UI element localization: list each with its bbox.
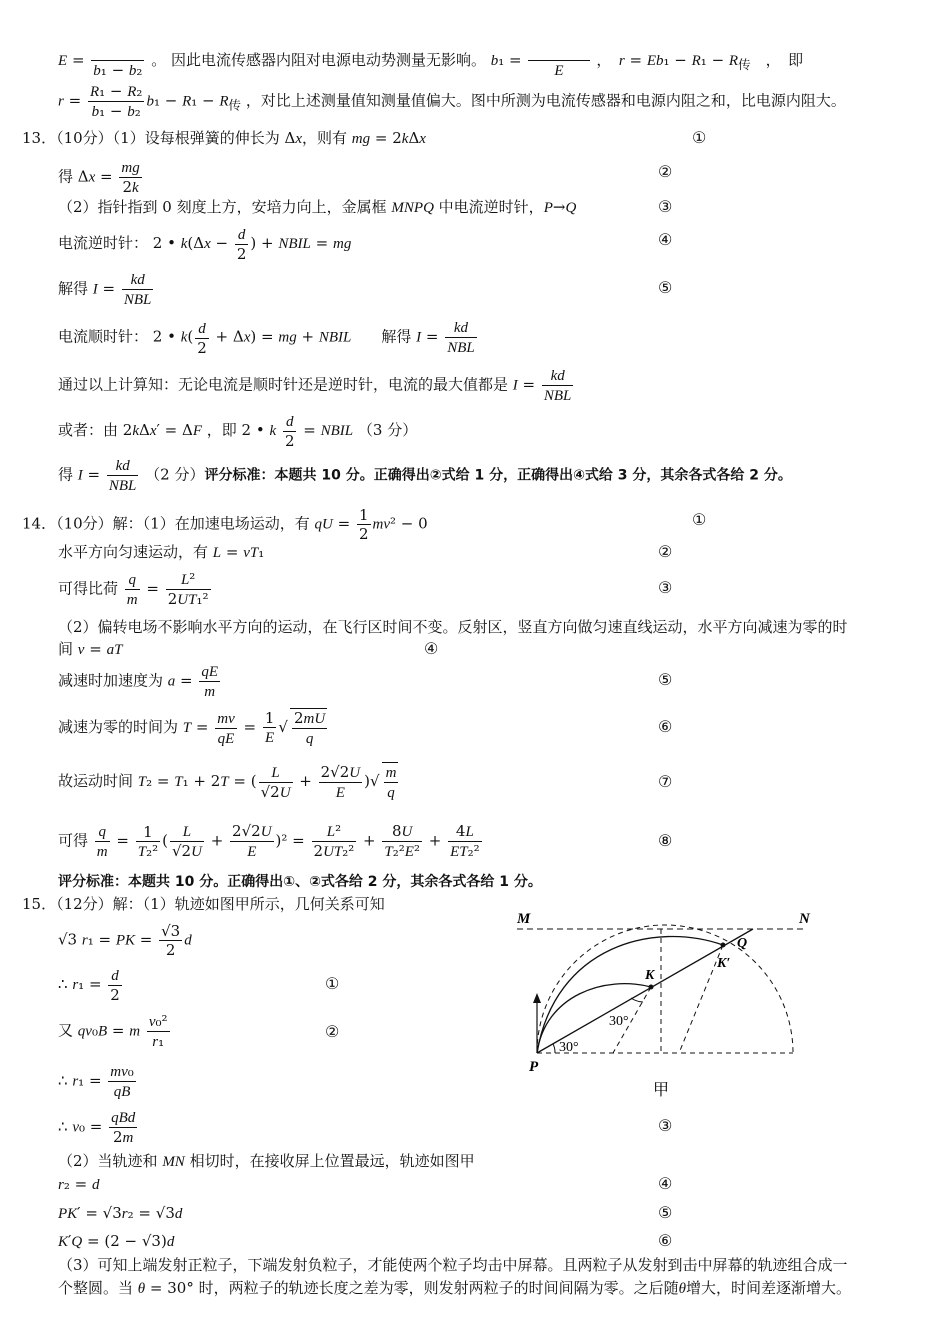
label-q: Q (737, 936, 748, 951)
mark-3b: ③ (658, 578, 673, 597)
q15-header: 15．（12分）解：（1）轨迹如图甲所示，几何关系可知 (22, 895, 385, 913)
mark-2b: ② (658, 542, 673, 561)
mark-8b: ⑧ (658, 831, 673, 850)
mark-2c: ② (325, 1022, 340, 1041)
q15-part2: （2）当轨迹和 MN 相切时，在接收屏上位置最远，轨迹如图甲 (58, 1152, 475, 1170)
q15-eq1: ∴ r₁ = $\frac{d}{2}$ (58, 968, 120, 1004)
mark-3: ③ (658, 197, 673, 216)
mark-1b: ① (692, 510, 707, 529)
mark-4: ④ (658, 230, 673, 249)
intro-line-1: E = b₁ − b₂ 。 因此电流传感器内阻对电源电动势测量无影响。 b₁ = E ， $r = Eb_1 - R_1 - R_传$ ， 即 (58, 42, 803, 80)
q15-eq-a: √3 r₁ = PK = $\frac{√3}{2}$ d (58, 922, 192, 959)
angle-arc-p (553, 1044, 555, 1053)
trajectory-figure (505, 905, 825, 1105)
q14-part2: （2）偏转电场不影响水平方向的运动，在飞行区时间不变。反射区，竖直方向做匀速直线运动，水平方向减速为零的时 (58, 618, 848, 636)
q15-eq4: r₂ = d (58, 1175, 100, 1193)
label-angle-p: 30° (559, 1040, 579, 1055)
q13-part2: （2）指针指到 0 刻度上方，安培力向上，金属框 MNPQ 中电流逆时针，P→Q (58, 198, 577, 216)
label-angle-k: 30° (609, 1014, 629, 1029)
q15-eq3: ∴ v₀ = $\frac{\text{qBd}}{2m}$ (58, 1110, 136, 1146)
mark-6c: ⑥ (658, 1231, 673, 1250)
q15-eq6: K′Q = (2 − √3)d (58, 1232, 175, 1250)
point-k (649, 985, 654, 990)
mark-5: ⑤ (658, 278, 673, 297)
figure-caption: 甲 (653, 1080, 670, 1099)
mark-1c: ① (325, 974, 340, 993)
q13-eq2: 得 Δx = $\frac{mg}{2k}$ (58, 160, 140, 196)
label-n: N (799, 911, 810, 927)
q14-eq3: 可得比荷 $\frac{q}{m}$ = $\frac{\text{L²}}{\text{2UT₁²}}$ (58, 570, 209, 608)
label-p: P (529, 1059, 539, 1075)
q13-eq6: 电流顺时针： 2 • k( $\frac{d}{2}$ + Δx) = mg + NBIL 解得 I = $\frac{kd}{\text{NBL}}$ (58, 320, 475, 357)
mark-4b: ④ (424, 639, 439, 658)
intro-line-2: r = $\frac{\text{R₁ − R₂}}{\text{b₁ − b₂}}$ $b_1 - R_1 - R_传$ ，对比上述测量值知测量值偏大。图中所测为电流传感器和电源内阻之和，比电源内阻大。 (58, 82, 846, 120)
q13-header: 13．（10分）（1）设每根弹簧的伸长为 Δx，则有 mg = 2kΔx (22, 129, 426, 147)
q13-eq5: 解得 I = $\frac{kd}{\text{NBL}}$ (58, 272, 152, 308)
q14-part2b: 间 v = aT (58, 640, 123, 658)
mark-7b: ⑦ (658, 772, 673, 791)
mark-4c: ④ (658, 1174, 673, 1193)
mark-3c: ③ (658, 1116, 673, 1135)
label-kp: K′ (717, 956, 731, 971)
point-kp (721, 943, 726, 948)
large-trajectory (537, 936, 723, 1053)
q15-part3b: 个整圆。当 θ = 30° 时，两粒子的轨迹长度之差为零，则发射两粒子的时间间隔为零。之后随θ增大，时间差逐渐增大。 (58, 1279, 852, 1297)
q14-eq6: 减速为零的时间为 T = $\frac{mv}{qE}$ = $\frac{1}{E}$ √ $\frac{2mU}{q}$ (58, 709, 326, 747)
q15-eq5: PK′ = √3r₂ = √3d (58, 1204, 183, 1222)
q13-scoring: 评分标准：本题共 10 分。正确得出②式给 1 分，正确得出④式给 3 分，其余各式各给 2 分。 (204, 467, 792, 484)
q14-header: 14．（10分）解：（1）在加速电场运动，有 qU = $\frac{1}{2}$ mv² − 0 (22, 506, 428, 543)
q15-eq-r1: ∴ r₁ = $\frac{\text{mv₀}}{qB}$ (58, 1062, 134, 1100)
angle-arc-k (631, 998, 643, 1002)
mark-5c: ⑤ (658, 1203, 673, 1222)
mark-2: ② (658, 162, 673, 181)
large-semicircle (537, 925, 793, 1053)
label-k: K (645, 968, 655, 983)
text-index (0, 1310, 950, 1311)
q14-eq7: 故运动时间 T₂ = T₁ + 2T = ( $\frac{L}{√2U}$ + $\frac{2√2U}{E}$ )√ $\frac{m}{q}$ (58, 762, 397, 801)
q15-eq2: 又 qv₀B = m $\frac{\text{v₀²}}{\text{r₁}}$ (58, 1012, 168, 1050)
q13-eq4: 电流逆时针： 2 • k(Δx − $\frac{d}{2}$ ) + NBIL = mg (58, 227, 352, 263)
mark-6b: ⑥ (658, 717, 673, 736)
q14-eq8: 可得 $\frac{q}{m}$ = $\frac{1}{\text{T₂²}}$ ( $\frac{L}{√2U}$ + $\frac{2√2U}{E}$ )² = $\frac{\text{L²}}{\text{2UT₂²}}$ + $\frac{8U}{\text{T₂²E²}}$ + $\frac{4L}{\text{ET₂²}}$ (58, 822, 480, 860)
q14-eq2: 水平方向匀速运动，有 L = vT₁ (58, 543, 265, 561)
q13-alt: 或者：由 2kΔx′ = ΔF ，即 2 • k $\frac{d}{2}$ = NBIL （3 分） (58, 414, 418, 450)
line-pq (537, 929, 753, 1053)
mark-5b: ⑤ (658, 670, 673, 689)
mark-1: ① (692, 128, 707, 147)
arrow-head (533, 993, 541, 1003)
label-m: M (517, 911, 531, 927)
q14-eq5: 减速时加速度为 a = $\frac{qE}{m}$ (58, 664, 219, 700)
q13-conclusion: 通过以上计算知：无论电流是顺时针还是逆时针，电流的最大值都是 I = $\frac{kd}{\text{NBL}}$ (58, 368, 572, 404)
q14-scoring: 评分标准：本题共 10 分。正确得出①、②式各给 2 分，其余各式各给 1 分。 (58, 874, 542, 890)
q15-part3: （3）可知上端发射正粒子，下端发射负粒子，才能使两个粒子均击中屏幕。且两粒子从发射到击中屏幕的轨迹组合成一 (58, 1256, 848, 1274)
q13-final: 得 I = $\frac{kd}{\text{NBL}}$ （2 分）评分标准：本题共 10 分。正确得出②式给 1 分，正确得出④式给 3 分，其余各式各给 2 分。 (58, 458, 792, 494)
